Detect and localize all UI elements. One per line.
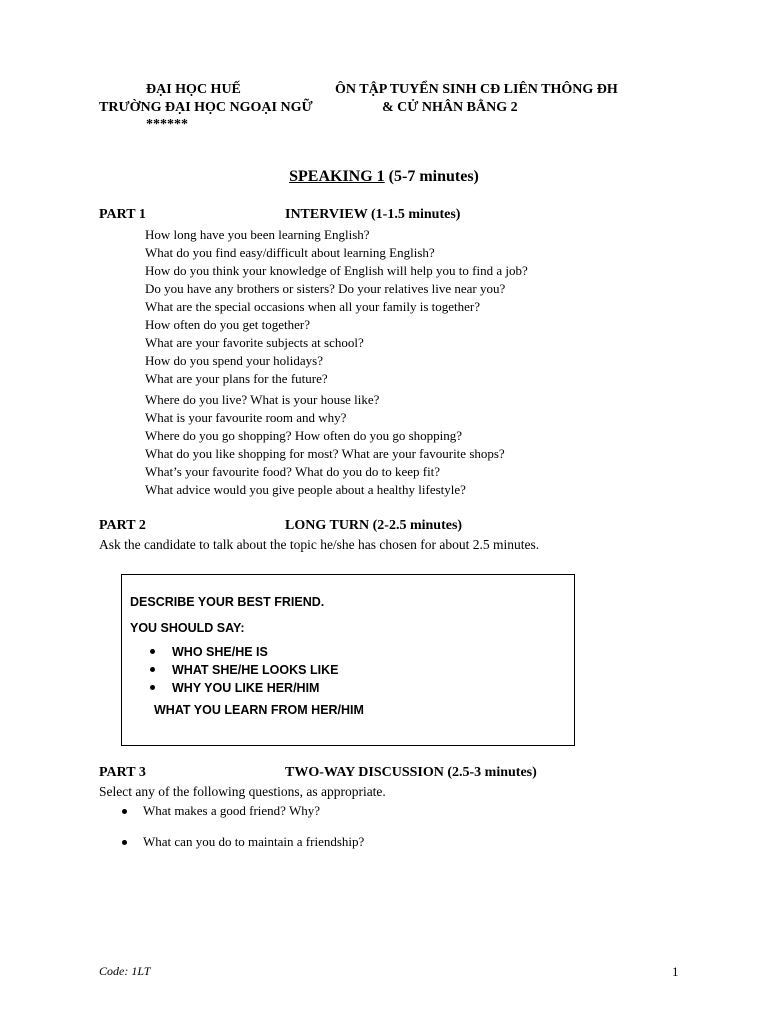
- cue-card-last-point: WHAT YOU LEARN FROM HER/HIM: [154, 703, 364, 717]
- part2-title: LONG TURN (2-2.5 minutes): [285, 518, 463, 533]
- document-page: ĐẠI HỌC HUẾ ÔN TẬP TUYỂN SINH CĐ LIÊN THÔNG ĐH TRƯỜNG ĐẠI HỌC NGOẠI NGỮ & CỬ NHÂN BẰNG 2 ****** SPEAKING 1 (5-7 minutes) PART 1 INTERVIEW (1-1.5 minutes) How long have you been learning English? What do you find easy/difficult about learning English? How do you think your knowledge of English will help you to find a job? Do you have any brothers or sisters? Do your relatives live near you? What are the special occasions when all your family is together? How often do you get together? What are your favorite subjects at school? How do you spend your holidays? What are your plans for the future? Where do you live? What is your house like? What is your favourite room and why? Where do you go shopping? How often do you go shopping? What do you like shopping for most? What are your favourite shops? What’s your favourite food? What do you do to keep fit? What advice would you give people about a healthy lifestyle? PART 2 LONG TURN (2-2.5 minutes) Ask the candidate to talk about the topic he/she has chosen for about 2.5 minutes. DESCRIBE YOUR BEST FRIEND. YOU SHOULD SAY: WHO SHE/HE IS WHAT SHE/HE LOOKS LIKE WHY YOU LIKE HER/HIM WHAT YOU LEARN FROM HER/HIM PART 3 TWO-WAY DISCUSSION (2.5-3 minutes) Select any of the following questions, as appropriate. What makes a good friend? Why? What can you do to maintain a friendship? Code: 1LT 1: [0, 0, 768, 1024]
- list-item: WHY YOU LIKE HER/HIM: [150, 681, 319, 695]
- university-name: ĐẠI HỌC HUẾ: [146, 82, 241, 97]
- exam-title: ÔN TẬP TUYỂN SINH CĐ LIÊN THÔNG ĐH: [335, 82, 618, 97]
- page-number: 1: [672, 964, 679, 979]
- part2-label: PART 2: [99, 518, 146, 533]
- part3-label: PART 3: [99, 765, 146, 780]
- part1-label: PART 1: [99, 207, 146, 222]
- bullet-icon: [122, 809, 127, 814]
- title-main: SPEAKING 1: [289, 168, 385, 185]
- list-item: WHO SHE/HE IS: [150, 645, 268, 659]
- part2-instruction: Ask the candidate to talk about the topic he/she has chosen for about 2.5 minutes.: [99, 537, 540, 552]
- exam-subtitle: & CỬ NHÂN BẰNG 2: [382, 100, 518, 115]
- list-item: WHAT SHE/HE LOOKS LIKE: [150, 663, 338, 677]
- bullet-icon: [150, 649, 155, 654]
- part3-title: TWO-WAY DISCUSSION (2.5-3 minutes): [285, 765, 537, 780]
- bullet-icon: [150, 685, 155, 690]
- part1-title: INTERVIEW (1-1.5 minutes): [285, 207, 461, 222]
- part3-instruction: Select any of the following questions, as appropriate.: [99, 784, 386, 799]
- document-code: Code: 1LT: [99, 964, 151, 978]
- title-duration: (5-7 minutes): [388, 168, 479, 185]
- cue-card-title: DESCRIBE YOUR BEST FRIEND.: [130, 595, 325, 609]
- cue-card-prompt: YOU SHOULD SAY:: [130, 621, 245, 635]
- page-title: [0, 168, 768, 186]
- bullet-icon: [122, 840, 127, 845]
- list-item: What can you do to maintain a friendship?: [122, 834, 364, 850]
- school-name: TRƯỜNG ĐẠI HỌC NGOẠI NGỮ: [99, 100, 313, 115]
- bullet-icon: [150, 667, 155, 672]
- cue-card: [121, 574, 575, 746]
- header-stars: ******: [146, 117, 188, 132]
- list-item: What makes a good friend? Why?: [122, 803, 320, 819]
